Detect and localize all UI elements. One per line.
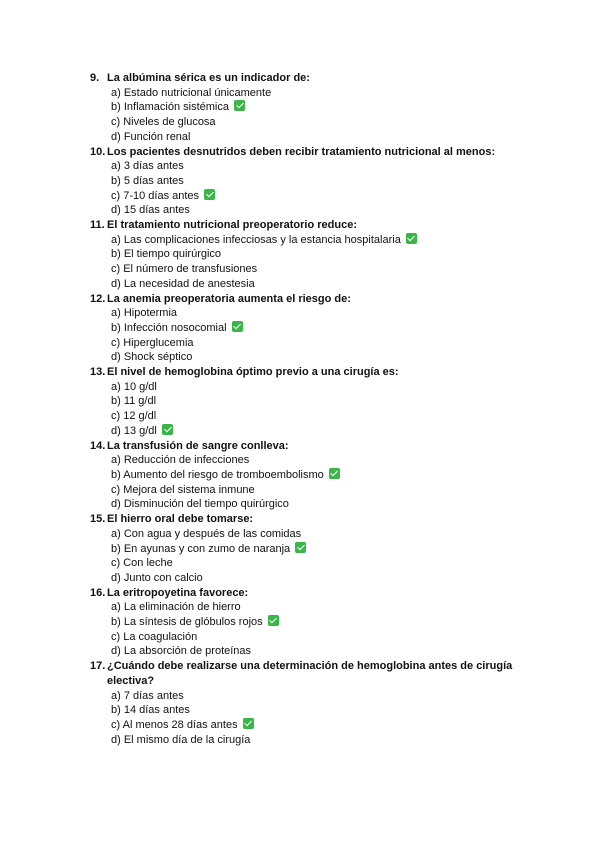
question-block — [90, 586, 560, 660]
answer-option — [90, 689, 560, 704]
answer-option — [90, 86, 560, 101]
answer-option-text: c) Hiperglucemia — [111, 336, 194, 349]
answer-option — [90, 718, 560, 733]
answer-option-text: c) El número de transfusiones — [111, 263, 258, 276]
answer-option-text: d) La necesidad de anestesia — [111, 277, 255, 290]
question-text: ¿Cuándo debe realizarse una determinación de hemoglobina antes de cirugía electiva? — [107, 660, 513, 687]
answer-option-text: d) Shock séptico — [111, 351, 193, 364]
white-check-mark-icon — [234, 100, 245, 111]
question-number: 10. — [90, 145, 106, 158]
answer-option-text: a) Con agua y después de las comidas — [111, 527, 302, 540]
question-block — [90, 659, 560, 747]
answer-option — [90, 115, 560, 130]
question-heading — [90, 292, 560, 307]
answer-option — [90, 424, 560, 439]
question-number: 13. — [90, 366, 106, 379]
answer-option — [90, 468, 560, 483]
answer-option — [90, 733, 560, 748]
question-text: La albúmina sérica es un indicador de: — [107, 72, 310, 84]
question-number: 12. — [90, 292, 106, 305]
answer-option — [90, 174, 560, 189]
white-check-mark-icon — [232, 321, 243, 332]
answer-option-text: c) Niveles de glucosa — [111, 116, 216, 129]
question-number: 9. — [90, 72, 100, 84]
answer-option — [90, 556, 560, 571]
answer-option — [90, 644, 560, 659]
white-check-mark-icon — [406, 233, 417, 244]
answer-option-text: c) Con leche — [111, 557, 173, 570]
answer-option — [90, 189, 560, 204]
answer-option — [90, 571, 560, 586]
answer-option-text: d) La absorción de proteínas — [111, 645, 252, 658]
answer-option — [90, 483, 560, 498]
answer-option-text: a) Reducción de infecciones — [111, 454, 250, 467]
answer-option — [90, 130, 560, 145]
question-heading — [90, 439, 560, 454]
answer-option-text: b) 5 días antes — [111, 174, 184, 187]
answer-option-text: c) Mejora del sistema inmune — [111, 483, 255, 496]
question-text: El nivel de hemoglobina óptimo previo a una cirugía es: — [107, 366, 399, 379]
question-number: 14. — [90, 439, 106, 452]
answer-option-text: d) Función renal — [111, 130, 191, 143]
question-text: Los pacientes desnutridos deben recibir tratamiento nutricional al menos: — [107, 145, 496, 158]
answer-option — [90, 703, 560, 718]
answer-option-text: b) 14 días antes — [111, 704, 190, 717]
answer-option — [90, 203, 560, 218]
answer-option — [90, 409, 560, 424]
question-block — [90, 218, 560, 292]
answer-option — [90, 380, 560, 395]
question-block — [90, 292, 560, 366]
answer-option-text: a) Hipotermia — [111, 307, 178, 320]
question-heading — [90, 365, 560, 380]
white-check-mark-icon — [162, 424, 173, 435]
answer-option-text: a) 3 días antes — [111, 160, 184, 173]
white-check-mark-icon — [295, 542, 306, 553]
question-block — [90, 71, 560, 145]
question-list — [90, 71, 560, 747]
question-block — [90, 512, 560, 586]
answer-option-text: a) 10 g/dl — [111, 380, 157, 393]
question-number: 11. — [90, 219, 105, 232]
answer-option — [90, 527, 560, 542]
answer-option — [90, 453, 560, 468]
answer-option-text: a) Estado nutricional únicamente — [111, 86, 272, 99]
question-text: La transfusión de sangre conlleva: — [107, 439, 289, 452]
answer-option-text: d) Junto con calcio — [111, 571, 203, 584]
question-heading — [90, 512, 560, 527]
question-number: 17. — [90, 660, 106, 673]
question-text: El tratamiento nutricional preoperatorio reduce: — [107, 219, 357, 232]
answer-option — [90, 394, 560, 409]
answer-option-text: b) El tiempo quirúrgico — [111, 248, 222, 261]
answer-option-text: c) 7-10 días antes — [111, 189, 200, 202]
question-number: 15. — [90, 513, 106, 526]
answer-option — [90, 615, 560, 630]
question-heading — [90, 218, 560, 233]
answer-option-text: c) La coagulación — [111, 630, 198, 643]
white-check-mark-icon — [329, 468, 340, 479]
question-block — [90, 365, 560, 439]
answer-option — [90, 321, 560, 336]
question-heading — [90, 659, 560, 688]
answer-option-text: a) La eliminación de hierro — [111, 601, 241, 614]
answer-option — [90, 497, 560, 512]
answer-option — [90, 100, 560, 115]
answer-option — [90, 277, 560, 292]
question-text: La anemia preoperatoria aumenta el riesgo de: — [107, 292, 351, 305]
answer-option — [90, 247, 560, 262]
answer-option-text: a) 7 días antes — [111, 689, 184, 702]
answer-option-text: b) Infección nosocomial — [111, 321, 227, 334]
answer-option — [90, 159, 560, 174]
question-text: La eritropoyetina favorece: — [107, 586, 249, 599]
white-check-mark-icon — [204, 189, 215, 200]
answer-option-text: b) Aumento del riesgo de tromboembolismo — [111, 468, 324, 481]
question-heading — [90, 71, 560, 86]
answer-option — [90, 350, 560, 365]
question-text: El hierro oral debe tomarse: — [107, 513, 254, 526]
answer-option-text: b) La síntesis de glóbulos rojos — [111, 616, 263, 629]
answer-option — [90, 542, 560, 557]
answer-option-text: d) Disminución del tiempo quirúrgico — [111, 498, 289, 511]
question-heading — [90, 145, 560, 160]
answer-option-text: d) El mismo día de la cirugía — [111, 733, 251, 746]
question-block — [90, 145, 560, 219]
answer-option — [90, 336, 560, 351]
question-block — [90, 439, 560, 513]
answer-option-text: b) Inflamación sistémica — [111, 101, 229, 114]
answer-option-text: c) 12 g/dl — [111, 410, 157, 423]
answer-option-text: a) Las complicaciones infecciosas y la estancia hospitalaria — [111, 233, 401, 246]
answer-option — [90, 630, 560, 645]
white-check-mark-icon — [243, 718, 254, 729]
answer-option-text: b) En ayunas y con zumo de naranja — [111, 542, 291, 555]
answer-option-text: b) 11 g/dl — [111, 395, 157, 408]
answer-option-text: d) 15 días antes — [111, 204, 190, 217]
answer-option — [90, 600, 560, 615]
answer-option — [90, 262, 560, 277]
answer-option-text: d) 13 g/dl — [111, 424, 157, 437]
answer-option — [90, 233, 560, 248]
white-check-mark-icon — [268, 615, 279, 626]
answer-option-text: c) Al menos 28 días antes — [111, 718, 238, 731]
question-heading — [90, 586, 560, 601]
answer-option — [90, 306, 560, 321]
question-number: 16. — [90, 586, 106, 599]
